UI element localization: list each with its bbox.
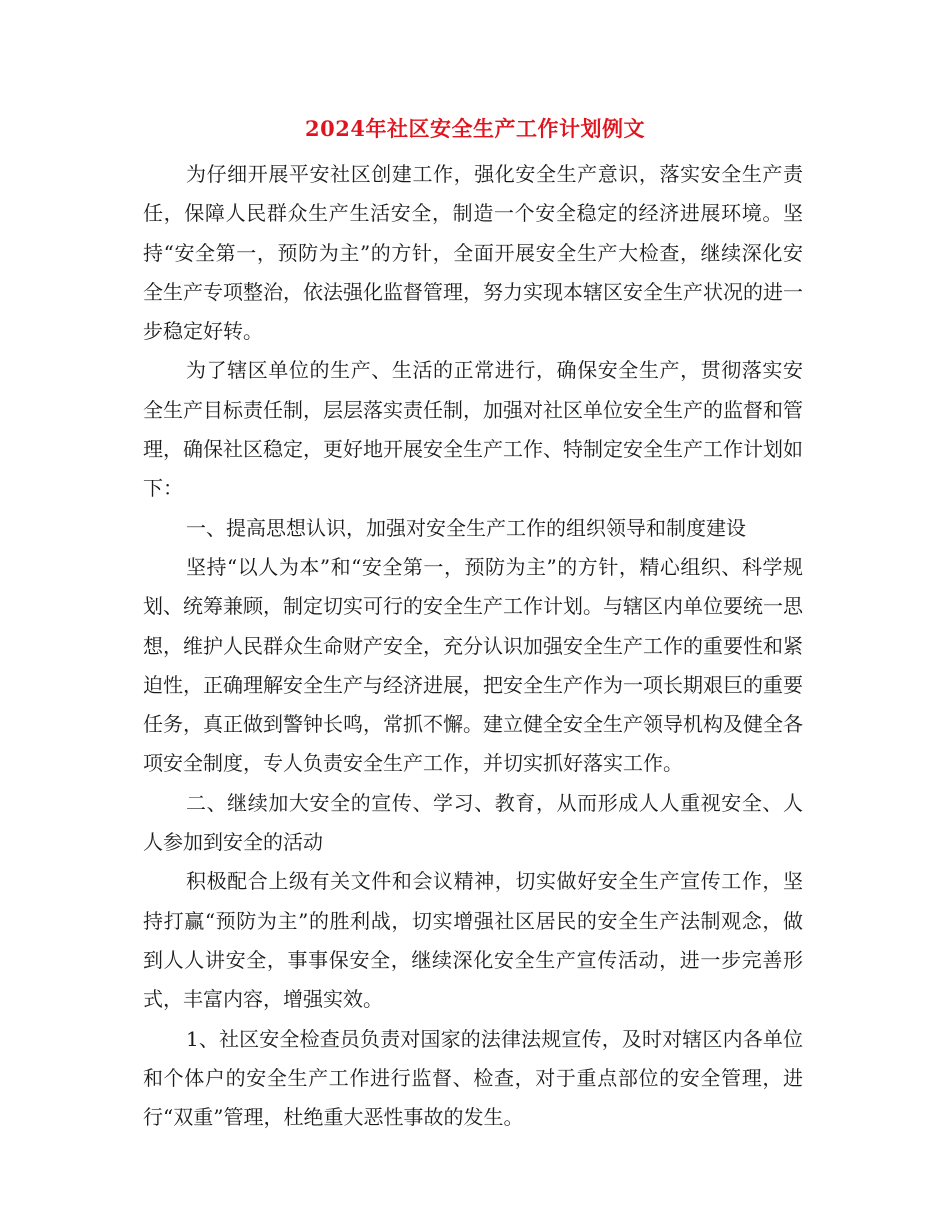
paragraph-purpose: 为了辖区单位的生产、生活的正常进行，确保安全生产，贯彻落实安全生产目标责任制，层层落实责任制，加强对社区单位安全生产的监督和管理，确保社区稳定，更好地开展安全生产工作、特制定安全生产工作计划如下： <box>143 358 803 501</box>
paragraph-intro: 为仔细开展平安社区创建工作，强化安全生产意识，落实安全生产责任，保障人民群众生产生活安全，制造一个安全稳定的经济进展环境。坚持“安全第一，预防为主”的方针，全面开展安全生产大检查，继续深化安全生产专项整治，依法强化监督管理，努力实现本辖区安全生产状况的进一步稳定好转。 <box>143 162 803 344</box>
section-heading-1: 一、提高思想认识，加强对安全生产工作的组织领导和制度建设 <box>186 515 746 540</box>
document-title: 2024年社区安全生产工作计划例文 <box>305 116 645 141</box>
paragraph-section-1: 坚持“以人为本”和“安全第一，预防为主”的方针，精心组织、科学规划、统筹兼顾，制定切实可行的安全生产工作计划。与辖区内单位要统一思想，维护人民群众生命财产安全，充分认识加强安全生产工作的重要性和紧迫性，正确理解安全生产与经济进展，把安全生产作为一项长期艰巨的重要任务，真正做到警钟长鸣，常抓不懈。建立健全安全生产领导机构及健全各项安全制度，专人负责安全生产工作，并切实抓好落实工作。 <box>143 554 803 776</box>
paragraph-item-1: 1、社区安全检查员负责对国家的法律法规宣传，及时对辖区内各单位和个体户的安全生产工作进行监督、检查，对于重点部位的安全管理，进行“双重”管理，杜绝重大恶性事故的发生。 <box>143 1026 803 1130</box>
document-body <box>143 155 803 1137</box>
section-heading-2: 二、继续加大安全的宣传、学习、教育，从而形成人人重视安全、人人参加到安全的活动 <box>143 790 803 855</box>
paragraph-section-2: 积极配合上级有关文件和会议精神，切实做好安全生产宣传工作，坚持打赢“预防为主”的胜利战，切实增强社区居民的安全生产法制观念，做到人人讲安全，事事保安全，继续深化安全生产宣传活动，进一步完善形式，丰富内容，增强实效。 <box>143 869 803 1012</box>
